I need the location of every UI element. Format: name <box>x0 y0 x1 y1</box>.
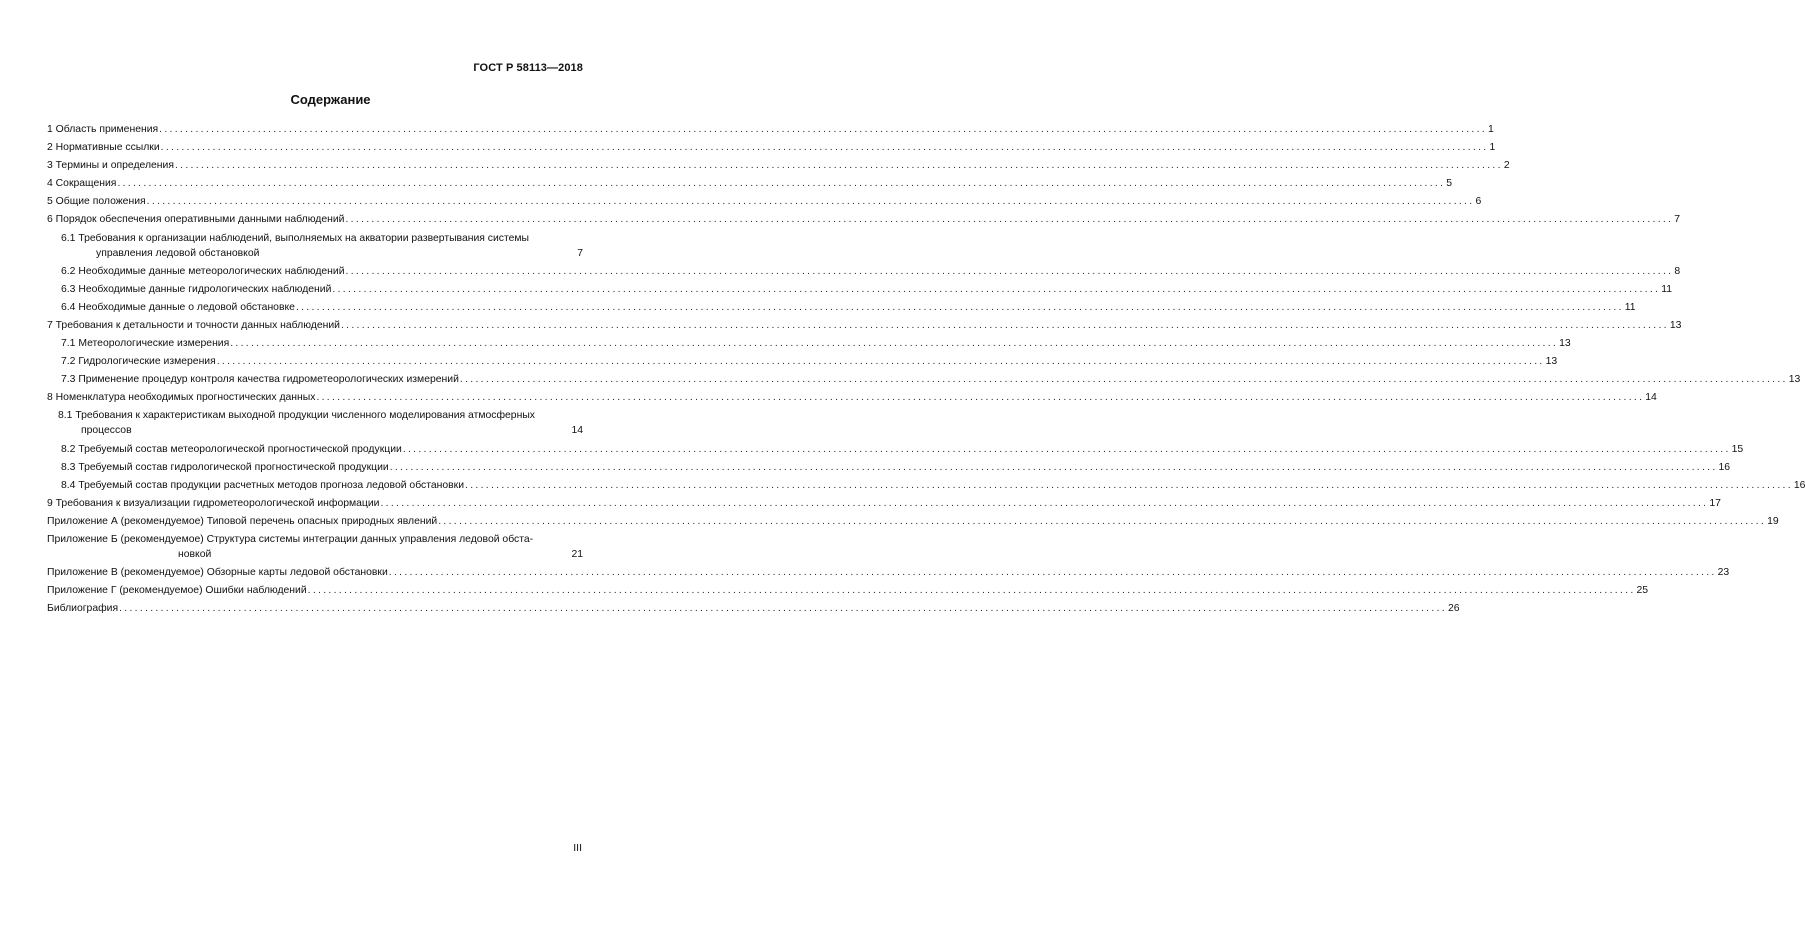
toc-entry-label: 5 Общие положения <box>47 196 146 208</box>
toc-entry-6-4[interactable] <box>47 300 1636 315</box>
toc-entry-8-2[interactable] <box>47 442 1744 457</box>
toc-entry-page: 25 <box>1636 585 1649 597</box>
toc-entry-label: 8.1 Требования к характеристикам выходной продукции численного моделирования атмосферных <box>58 410 535 422</box>
toc-leader-dots <box>316 390 1644 405</box>
toc-entry-label: 3 Термины и определения <box>47 160 174 172</box>
toc-leader-dots <box>159 122 1487 137</box>
toc-leader-dots <box>346 264 1674 279</box>
toc-entry-page: 7 <box>577 247 583 259</box>
toc-entry-label: 2 Нормативные ссылки <box>47 142 160 154</box>
toc-entry-page: 6 <box>1475 196 1482 208</box>
toc-entry-6-1[interactable] <box>47 231 583 261</box>
toc-entry-label: 7.1 Метеорологические измерения <box>61 338 230 350</box>
toc-entry-page: 1 <box>1489 142 1496 154</box>
toc-leader-dots <box>389 565 1717 580</box>
toc-leader-dots <box>403 442 1731 457</box>
toc-entry-label: 1 Область применения <box>47 124 159 135</box>
toc-entry-label: Приложение Г (рекомендуемое) Ошибки наблюдений <box>47 585 307 597</box>
toc-entry-page: 15 <box>1731 443 1744 455</box>
toc-entry-page: 19 <box>1767 515 1779 527</box>
page-number: III <box>573 842 582 854</box>
toc-entry-label: 8.4 Требуемый состав продукции расчетных методов прогноза ледовой обстановки <box>61 479 465 491</box>
toc-leader-dots <box>380 496 1708 511</box>
toc-entry-label: 7.2 Гидрологические измерения <box>61 356 216 368</box>
toc-entry-3[interactable] <box>47 158 1510 173</box>
toc-entry-label: Приложение Б (рекомендуемое) Структура системы интеграции данных управления ледовой обста- <box>47 533 534 545</box>
toc-entry-8-1[interactable] <box>47 408 583 438</box>
toc-entry-label: 7.3 Применение процедур контроля качества гидрометеорологических измерений <box>61 374 459 386</box>
toc-entry-appendix-v[interactable] <box>47 565 1730 580</box>
toc-entry-page: 14 <box>571 425 583 437</box>
toc-entry-8[interactable] <box>47 390 1657 405</box>
page-title: Содержание <box>290 92 371 107</box>
toc-leader-dots <box>465 478 1793 493</box>
toc-leader-dots <box>345 212 1673 227</box>
toc-entry-page: 13 <box>1559 338 1571 350</box>
toc-entry-label-continued: управления ледовой обстановкой <box>96 247 260 259</box>
toc-entry-appendix-b[interactable] <box>47 532 583 562</box>
toc-entry-label: 9 Требования к визуализации гидрометеорологической информации <box>47 497 380 509</box>
toc-leader-dots <box>230 336 1558 351</box>
toc-leader-dots <box>147 194 1475 209</box>
toc-entry-1[interactable] <box>47 122 1494 137</box>
toc-entry-page: 2 <box>1503 160 1510 172</box>
toc-entry-label: 6.3 Необходимые данные гидрологических наблюдений <box>61 283 332 295</box>
toc-entry-page: 8 <box>1674 265 1681 277</box>
toc-entry-label: 8.2 Требуемый состав метеорологической прогностической продукции <box>61 443 402 455</box>
toc-entry-page: 16 <box>1793 479 1805 491</box>
toc-entry-label: 8.3 Требуемый состав гидрологической прогностической продукции <box>61 461 389 473</box>
toc-entry-label: 6.4 Необходимые данные о ледовой обстановке <box>61 301 295 313</box>
toc-entry-label: Приложение А (рекомендуемое) Типовой перечень опасных природных явлений <box>47 515 438 527</box>
toc-entry-page: 11 <box>1624 301 1636 313</box>
toc-entry-label: 7 Требования к детальности и точности данных наблюдений <box>47 319 340 331</box>
toc-entry-page: 13 <box>1788 374 1801 386</box>
toc-entry-label-continued: новкой <box>178 548 212 560</box>
toc-leader-dots <box>117 176 1445 191</box>
toc-entry-7-3[interactable] <box>47 372 1801 387</box>
toc-entry-appendix-g[interactable] <box>47 583 1649 598</box>
toc-leader-dots <box>460 372 1788 387</box>
toc-entry-9[interactable] <box>47 496 1721 511</box>
toc-leader-dots <box>438 514 1766 529</box>
toc-leader-dots <box>161 140 1489 155</box>
toc-entry-8-3[interactable] <box>47 460 1731 475</box>
toc-leader-dots <box>341 318 1669 333</box>
toc-entry-4[interactable] <box>47 176 1453 191</box>
toc-entry-bibliography[interactable] <box>47 601 1460 616</box>
toc-entry-7[interactable] <box>47 318 1682 333</box>
toc-entry-page: 14 <box>1645 392 1657 404</box>
toc-entry-label: 6 Порядок обеспечения оперативными данными наблюдений <box>47 214 345 226</box>
toc-entry-page: 26 <box>1447 603 1460 615</box>
toc-leader-dots <box>332 282 1660 297</box>
toc-entry-page: 7 <box>1674 214 1681 226</box>
toc-leader-dots <box>296 300 1624 315</box>
toc-leader-dots <box>308 583 1636 598</box>
toc-entry-page: 1 <box>1488 124 1494 135</box>
table-of-contents <box>47 122 1805 619</box>
toc-leader-dots <box>175 158 1503 173</box>
toc-entry-page: 16 <box>1718 461 1731 473</box>
toc-entry-6-3[interactable] <box>47 282 1673 297</box>
toc-entry-label: Библиография <box>47 603 119 615</box>
toc-entry-page: 23 <box>1717 567 1730 579</box>
toc-entry-6-2[interactable] <box>47 264 1681 279</box>
toc-entry-8-4[interactable] <box>47 478 1805 493</box>
toc-entry-page: 21 <box>571 548 583 560</box>
toc-entry-label: Приложение В (рекомендуемое) Обзорные карты ледовой обстановки <box>47 567 388 579</box>
toc-entry-2[interactable] <box>47 140 1496 155</box>
document-code: ГОСТ Р 58113—2018 <box>473 62 583 74</box>
toc-entry-7-1[interactable] <box>47 336 1571 351</box>
toc-entry-page: 17 <box>1709 497 1721 509</box>
toc-leader-dots <box>119 601 1447 616</box>
toc-entry-appendix-a[interactable] <box>47 514 1779 529</box>
toc-leader-dots <box>217 354 1545 369</box>
toc-entry-label: 6.1 Требования к организации наблюдений, выполняемых на акватории развертывания системы <box>61 232 530 244</box>
toc-entry-label: 6.2 Необходимые данные метеорологических наблюдений <box>61 265 345 277</box>
toc-entry-label: 8 Номенклатура необходимых прогностических данных <box>47 392 316 404</box>
toc-entry-7-2[interactable] <box>47 354 1558 369</box>
toc-entry-label-continued: процессов <box>81 425 132 437</box>
toc-entry-5[interactable] <box>47 194 1482 209</box>
toc-entry-6[interactable] <box>47 212 1681 227</box>
toc-entry-page: 5 <box>1446 178 1453 190</box>
toc-entry-page: 13 <box>1545 356 1558 368</box>
toc-entry-page: 11 <box>1661 283 1673 295</box>
toc-entry-label: 4 Сокращения <box>47 178 117 190</box>
toc-leader-dots <box>390 460 1718 475</box>
toc-entry-page: 13 <box>1669 319 1682 331</box>
